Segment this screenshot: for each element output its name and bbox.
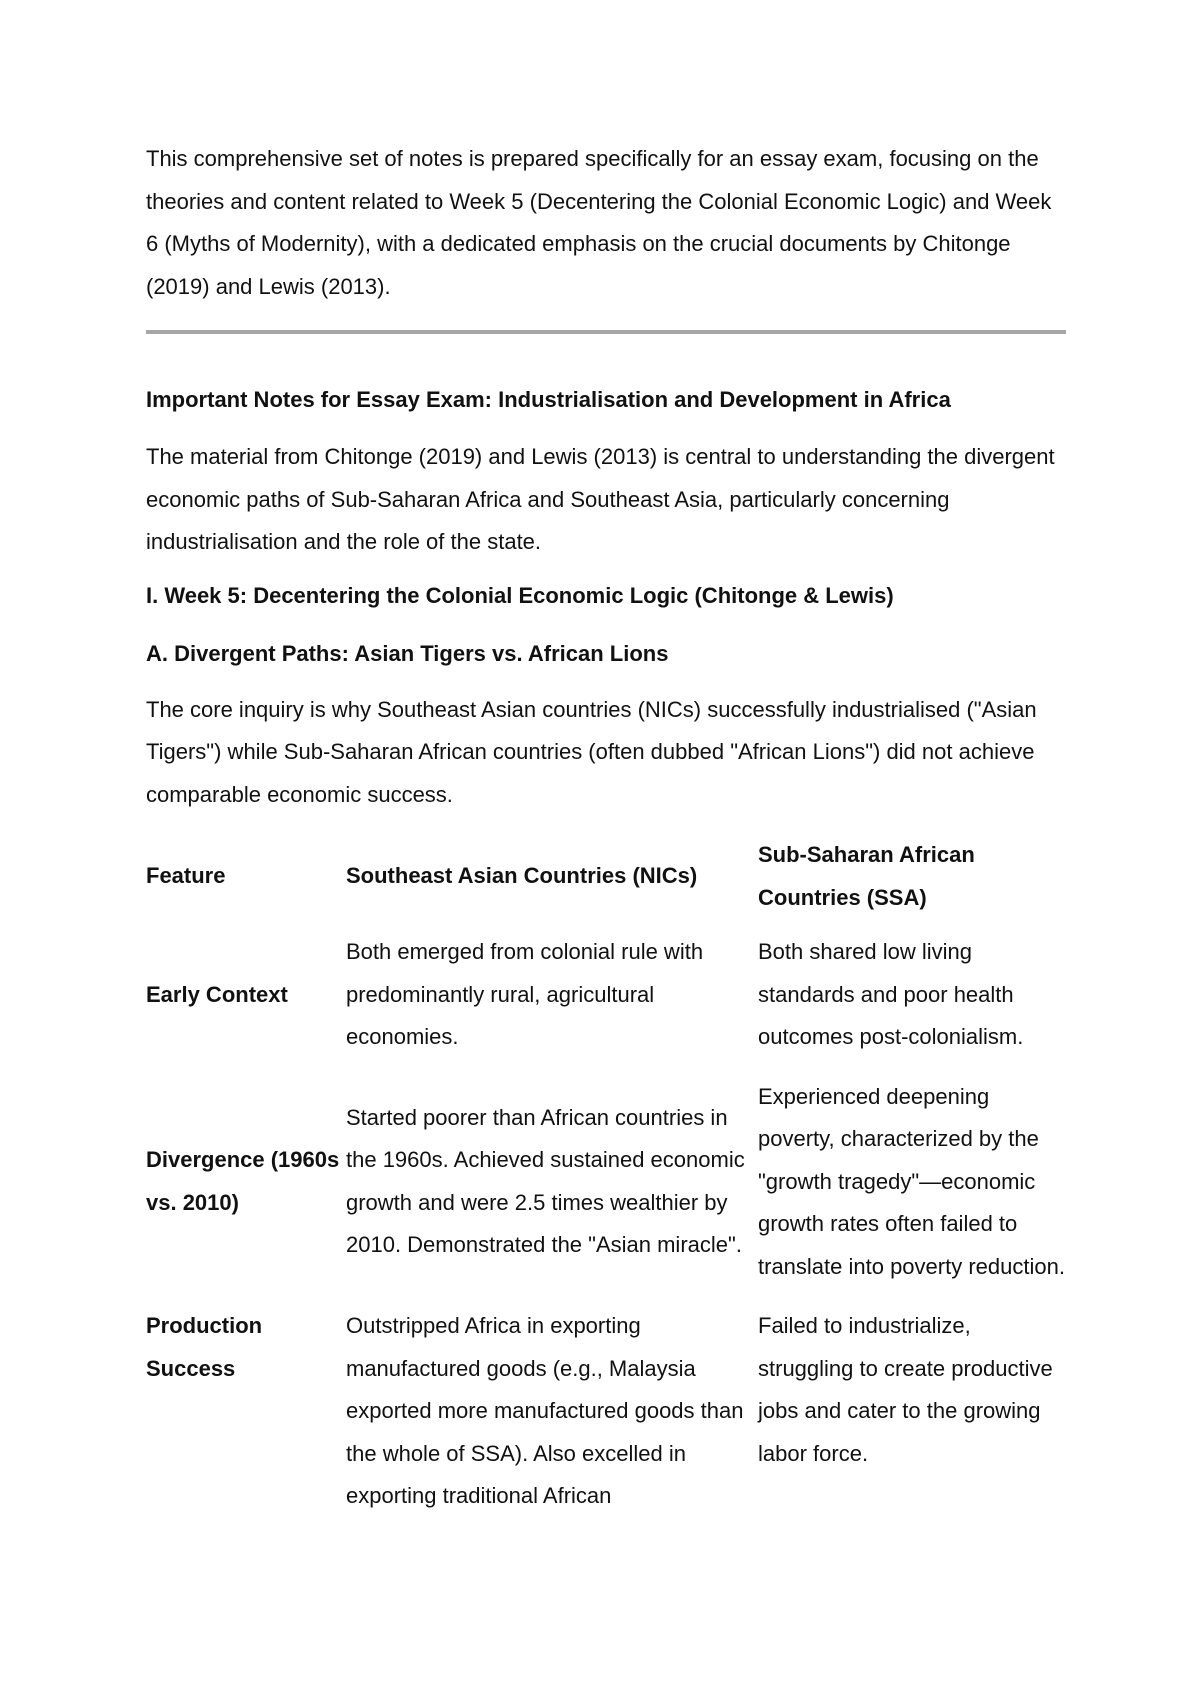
table-header-ssa: Sub-Saharan African Countries (SSA) bbox=[758, 842, 975, 910]
table-cell-nics: Both emerged from colonial rule with predominantly rural, agricultural economies. bbox=[346, 939, 704, 1049]
table-cell-nics: Outstripped Africa in exporting manufactured goods (e.g., Malaysia exported more manufactured goods than the whole of SSA). Also excelled in exporting traditional African bbox=[346, 1313, 744, 1508]
table-cell-ssa: Experienced deepening poverty, characterized by the "growth tragedy"—economic growth rates often failed to translate into poverty reduction. bbox=[758, 1083, 1065, 1279]
table-row bbox=[146, 1305, 1066, 1535]
table-cell-feature: Divergence (1960s vs. 2010) bbox=[146, 1147, 340, 1215]
horizontal-divider bbox=[146, 330, 1066, 334]
subsection-heading: A. Divergent Paths: Asian Tigers vs. African Lions bbox=[146, 640, 669, 666]
table-cell-feature: Production Success bbox=[146, 1313, 263, 1381]
table-header-row bbox=[146, 834, 1066, 931]
intro-paragraph: This comprehensive set of notes is prepared specifically for an essay exam, focusing on the theories and content related to Week 5 (Decentering the Colonial Economic Logic) and Week 6 (Myths of Modernity), with a dedicated emphasis on the crucial documents by Chitonge (2019) and Lewis (2013). bbox=[146, 146, 1052, 299]
table-row bbox=[146, 1076, 1066, 1306]
main-heading: Important Notes for Essay Exam: Industrialisation and Development in Africa bbox=[146, 387, 951, 412]
table-cell-feature: Early Context bbox=[146, 981, 288, 1007]
section-heading: I. Week 5: Decentering the Colonial Economic Logic (Chitonge & Lewis) bbox=[146, 582, 894, 608]
main-paragraph: The material from Chitonge (2019) and Lewis (2013) is central to understanding the divergent economic paths of Sub-Saharan Africa and Southeast Asia, particularly concerning industrialisation and the role of the state. bbox=[146, 444, 1055, 554]
document-page bbox=[146, 138, 1066, 1535]
table-cell-ssa: Both shared low living standards and poor health outcomes post-colonialism. bbox=[758, 939, 1024, 1049]
subsection-paragraph: The core inquiry is why Southeast Asian countries (NICs) successfully industrialised ("Asian Tigers") while Sub-Saharan African countries (often dubbed "African Lions") did not achieve comparable economic success. bbox=[146, 696, 1037, 807]
table-header-feature: Feature bbox=[146, 863, 226, 889]
table-cell-nics: Started poorer than African countries in the 1960s. Achieved sustained economic growth and were 2.5 times wealthier by 2010. Demonstrated the "Asian miracle". bbox=[346, 1104, 745, 1258]
table-row bbox=[146, 931, 1066, 1076]
table-cell-ssa: Failed to industrialize, struggling to create productive jobs and cater to the growing labor force. bbox=[758, 1313, 1053, 1466]
table-header-nics: Southeast Asian Countries (NICs) bbox=[346, 863, 698, 889]
comparison-table bbox=[146, 834, 1066, 1535]
